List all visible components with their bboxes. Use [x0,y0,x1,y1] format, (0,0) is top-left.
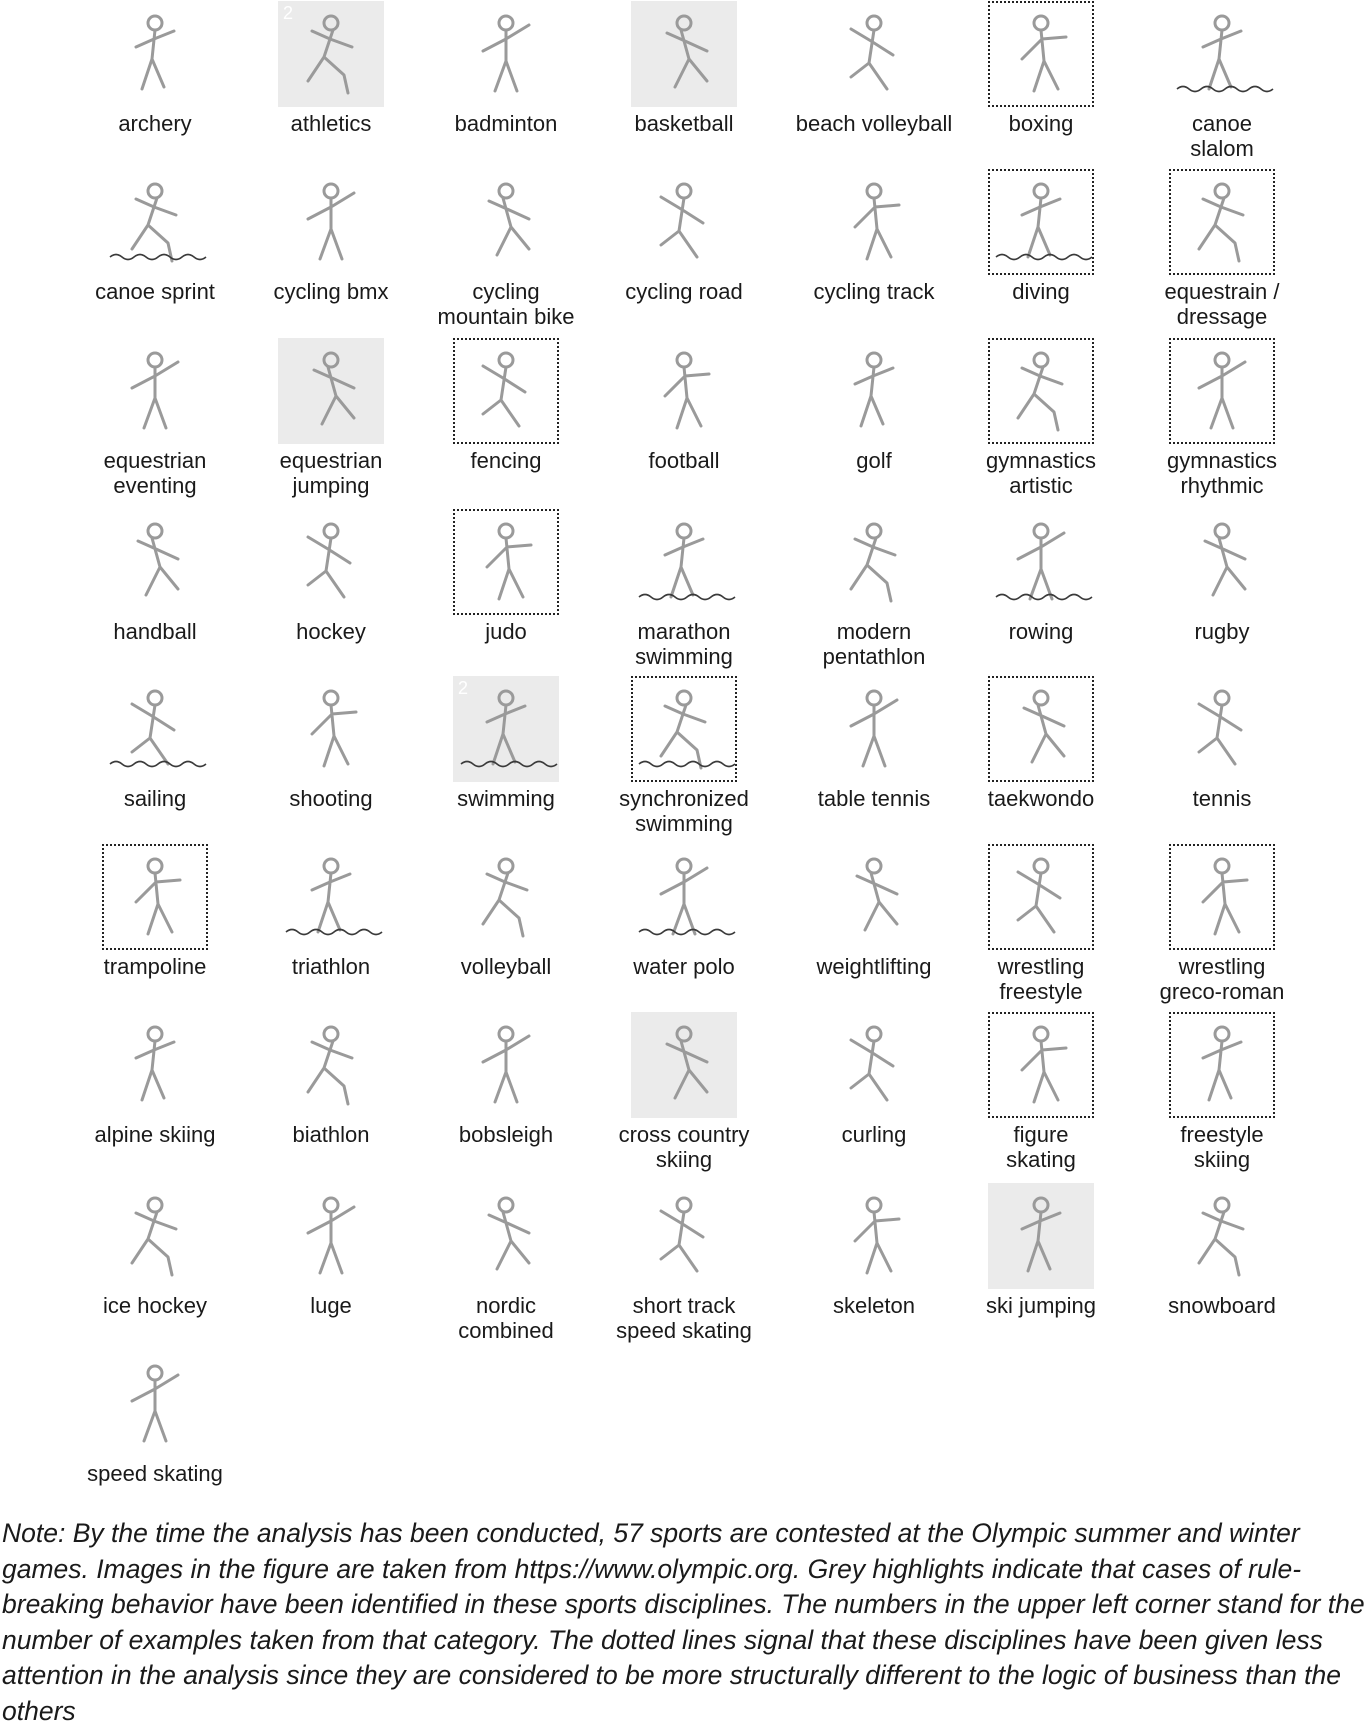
sport-label-line: archery [118,111,192,136]
sport-label [1122,954,1322,1004]
sport-label-line: dressage [1176,304,1268,329]
modern-pentathlon-icon [821,509,927,615]
beach-volleyball-icon [821,1,927,107]
sport-tile [941,843,1141,1014]
sport-tile [55,168,255,339]
sport-label [231,111,431,136]
football-icon [631,338,737,444]
sport-tile [231,0,431,171]
sport-label-line: shooting [289,786,373,811]
sport-label-line: volleyball [460,954,552,979]
cycling-mountain-bike-icon [453,169,559,275]
sport-label [55,786,255,811]
triathlon-icon [278,844,384,950]
sport-label-line: cycling road [625,279,743,304]
sport-tile [941,508,1141,679]
sport-label [231,279,431,304]
archery-icon [102,1,208,107]
sport-tile [1122,1011,1322,1182]
sport-label-line: badminton [454,111,558,136]
rugby-icon [1169,509,1275,615]
sport-label-line: freestyle [1180,1122,1264,1147]
sport-tile [231,1182,431,1353]
basketball-icon [631,1,737,107]
curling-icon [821,1012,927,1118]
sport-label-line: figure [1013,1122,1069,1147]
sport-label-line: sailing [123,786,187,811]
sport-label-line: jumping [292,473,370,498]
sport-label-line: combined [458,1318,554,1343]
sport-label [941,1293,1141,1318]
cycling-bmx-icon [278,169,384,275]
sport-tile [584,843,784,1014]
sport-label [55,111,255,136]
example-count: 2 [283,3,294,23]
sport-label [406,448,606,473]
sport-label-line: equestrian [103,448,207,473]
nordic-combined-icon [453,1183,559,1289]
sport-label-line: diving [1012,279,1070,304]
sport-label [584,1293,784,1343]
sport-label-line: bobsleigh [458,1122,554,1147]
sport-label [941,279,1141,304]
sport-tile [231,843,431,1014]
sport-label-line: tennis [1192,786,1252,811]
sport-label [231,1122,431,1147]
sport-tile [55,508,255,679]
sport-label-line: short track [632,1293,736,1318]
sport-label [941,448,1141,498]
sport-label [231,1293,431,1318]
sport-label [584,279,784,304]
sport-tile [406,843,606,1014]
sport-label [941,954,1141,1004]
gymnastics-rhythmic-icon [1169,338,1275,444]
sport-label [1122,786,1322,811]
sport-tile [231,337,431,508]
hockey-icon [278,509,384,615]
sailing-icon [102,676,208,782]
skeleton-icon [821,1183,927,1289]
sport-label-line: canoe sprint [95,279,215,304]
sport-label-line: speed skating [616,1318,752,1343]
sport-label-line: handball [113,619,197,644]
sport-label-line: mountain bike [437,304,575,329]
sport-tile [1122,675,1322,846]
sport-label-line: fencing [470,448,542,473]
sport-label-line: judo [485,619,527,644]
sport-tile [55,0,255,171]
sport-label [231,619,431,644]
example-count: 2 [458,678,469,698]
sport-label [1122,111,1322,161]
sport-tile [941,1182,1141,1353]
sport-label [941,786,1141,811]
sport-label-line: golf [856,448,892,473]
sport-label-line: equestrian [279,448,383,473]
sport-label-line: alpine skiing [94,1122,216,1147]
weightlifting-icon [821,844,927,950]
figure-note: Note: By the time the analysis has been conducted, 57 sports are contested at the Olympic summer and winter games. Images in the figure are taken from https://www.olympic.org. Grey highlights indicate that cases of rule-breaking behavior have been identified in these sports disciplines. The numbers in the upper left corner stand for the number of examples taken from that category. The dotted lines signal that these disciplines have been given less attention in the analysis since they are considered to be more structurally different to the logic of business than the others [2,1518,1365,1726]
sport-label [406,954,606,979]
sport-label [55,279,255,304]
luge-icon [278,1183,384,1289]
sport-label [1122,448,1322,498]
marathon-swimming-icon [631,509,737,615]
sport-label-line: slalom [1190,136,1254,161]
ski-jumping-icon [988,1183,1094,1289]
tennis-icon [1169,676,1275,782]
sport-label-line: gymnastics [1166,448,1278,473]
cycling-track-icon [821,169,927,275]
sport-label-line: boxing [1008,111,1074,136]
sport-label-line: eventing [113,473,197,498]
short-track-speed-skating-icon [631,1183,737,1289]
canoe-sprint-icon [102,169,208,275]
sport-label [231,954,431,979]
sport-label-line: skeleton [833,1293,915,1318]
alpine-skiing-icon [102,1012,208,1118]
freestyle-skiing-icon [1169,1012,1275,1118]
sport-label-line: freestyle [999,979,1083,1004]
sport-label-line: marathon [637,619,731,644]
sport-label-line: rhythmic [1180,473,1264,498]
sport-label [406,111,606,136]
sport-tile [584,675,784,846]
equestrian-dressage-icon [1169,169,1275,275]
sport-label-line: wrestling [1178,954,1266,979]
sport-label-line: nordic [476,1293,536,1318]
sport-label-line: rugby [1194,619,1250,644]
ice-hockey-icon [102,1183,208,1289]
sport-label [55,1293,255,1318]
badminton-icon [453,1,559,107]
boxing-icon [988,1,1094,107]
sport-label-line: skating [1006,1147,1076,1172]
sport-label [231,786,431,811]
sport-tile [55,337,255,508]
gymnastics-artistic-icon [988,338,1094,444]
snowboard-icon [1169,1183,1275,1289]
golf-icon [821,338,927,444]
sport-label-line: equestrain / [1164,279,1280,304]
sport-tile [1122,0,1322,171]
sport-tile [941,0,1141,171]
sport-label [55,448,255,498]
sport-tile [55,843,255,1014]
sport-label-line: swimming [457,786,555,811]
sport-tile [1122,337,1322,508]
sport-tile [231,168,431,339]
equestrian-jumping-icon [278,338,384,444]
sport-label [584,786,784,836]
sport-tile [584,168,784,339]
sport-label-line: basketball [634,111,734,136]
sport-label-line: athletics [290,111,372,136]
sport-label-line: water polo [633,954,735,979]
sport-label-line: trampoline [103,954,207,979]
sport-label [406,279,606,329]
bobsleigh-icon [453,1012,559,1118]
sport-tile [406,0,606,171]
sport-label-line: canoe [1192,111,1252,136]
sport-tile [231,508,431,679]
sport-tile [584,0,784,171]
sport-tile [231,1011,431,1182]
wrestling-greco-roman-icon [1169,844,1275,950]
sport-label-line: swimming [635,811,733,836]
sport-label-line: rowing [1008,619,1074,644]
sport-label [406,619,606,644]
rowing-icon [988,509,1094,615]
sport-label [1122,619,1322,644]
sport-label-line: curling [841,1122,907,1147]
sport-label-line: artistic [1009,473,1073,498]
sport-label-line: cycling [472,279,540,304]
sport-label [55,954,255,979]
sport-tile [55,1011,255,1182]
sport-tile [406,1011,606,1182]
sport-label-line: triathlon [291,954,371,979]
sport-tile [584,1182,784,1353]
sport-tile [1122,168,1322,339]
sport-label-line: gymnastics [985,448,1097,473]
sport-label-line: skiing [1193,1147,1251,1172]
table-tennis-icon [821,676,927,782]
sport-label [584,619,784,669]
speed-skating-icon [102,1351,208,1457]
sport-label [406,786,606,811]
sport-label-line: wrestling [997,954,1085,979]
sport-tile [584,1011,784,1182]
sport-label [406,1122,606,1147]
sport-label-line: weightlifting [816,954,932,979]
biathlon-icon [278,1012,384,1118]
sport-tile [406,1182,606,1353]
sport-tile [231,675,431,846]
sport-tile [406,168,606,339]
sport-label-line: synchronized [619,786,749,811]
sport-label-line: beach volleyball [795,111,953,136]
sport-label-line: taekwondo [987,786,1095,811]
sport-label [1122,1122,1322,1172]
sport-label-line: greco-roman [1159,979,1285,1004]
figure-skating-icon [988,1012,1094,1118]
trampoline-icon [102,844,208,950]
sport-label [584,954,784,979]
sport-label [941,1122,1141,1172]
taekwondo-icon [988,676,1094,782]
sport-label [584,111,784,136]
sport-label-line: snowboard [1168,1293,1276,1318]
sport-label [55,1122,255,1147]
volleyball-icon [453,844,559,950]
judo-icon [453,509,559,615]
sport-tile [941,1011,1141,1182]
sport-tile [406,675,606,846]
wrestling-freestyle-icon [988,844,1094,950]
sport-label-line: football [648,448,720,473]
sport-label-line: cross country [618,1122,750,1147]
sport-label [1122,279,1322,329]
sport-label [584,1122,784,1172]
sport-label-line: swimming [635,644,733,669]
sport-label-line: skiing [655,1147,713,1172]
canoe-slalom-icon [1169,1,1275,107]
sport-tile [406,337,606,508]
sport-label-line: speed skating [87,1461,223,1486]
sport-label [406,1293,606,1343]
sport-label [55,1461,255,1486]
sport-label-line: hockey [296,619,366,644]
sport-tile [941,168,1141,339]
sport-label [1122,1293,1322,1318]
sport-label [231,448,431,498]
sport-label-line: luge [310,1293,352,1318]
sport-label-line: cycling track [813,279,935,304]
sport-tile [55,1350,255,1521]
sport-tile [55,1182,255,1353]
sport-tile [941,337,1141,508]
sport-tile [941,675,1141,846]
sport-label [941,619,1141,644]
diving-icon [988,169,1094,275]
sport-tile [406,508,606,679]
swimming-icon [453,676,559,782]
cross-country-skiing-icon [631,1012,737,1118]
sport-label-line: table tennis [817,786,931,811]
sport-tile [584,508,784,679]
sport-tile [1122,1182,1322,1353]
sport-label-line: ski jumping [985,1293,1097,1318]
sport-label [584,448,784,473]
sport-tile [1122,843,1322,1014]
sport-label-line: modern [836,619,912,644]
synchronized-swimming-icon [631,676,737,782]
handball-icon [102,509,208,615]
sport-tile [1122,508,1322,679]
sport-tile [584,337,784,508]
sport-label-line: ice hockey [103,1293,207,1318]
sport-label [941,111,1141,136]
sport-label-line: cycling bmx [273,279,389,304]
sport-label [55,619,255,644]
water-polo-icon [631,844,737,950]
cycling-road-icon [631,169,737,275]
sport-tile [55,675,255,846]
athletics-icon [278,1,384,107]
sport-label-line: biathlon [292,1122,370,1147]
sport-label-line: pentathlon [822,644,926,669]
equestrian-eventing-icon [102,338,208,444]
fencing-icon [453,338,559,444]
shooting-icon [278,676,384,782]
